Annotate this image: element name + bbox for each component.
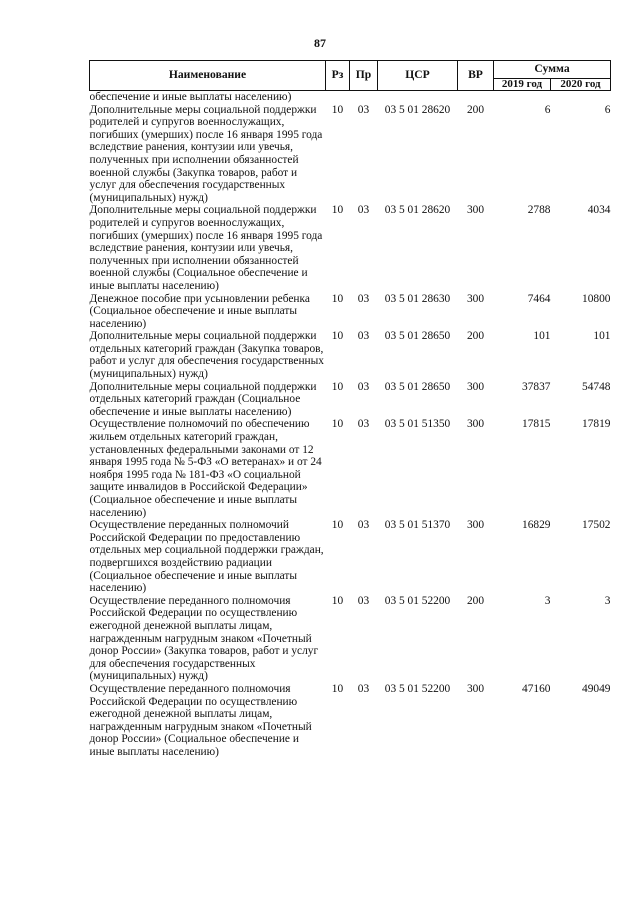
- table-row: [90, 104, 611, 205]
- row-pr-cell: 03: [357, 594, 370, 607]
- row-2020-cell: 10800: [582, 292, 611, 305]
- row-csr-cell: 03 5 01 28650: [384, 330, 451, 343]
- row-pr-cell: 03: [357, 330, 370, 343]
- row-pr-cell: 03: [357, 292, 370, 305]
- row-pr-cell: 03: [357, 380, 370, 393]
- row-rz-cell: 10: [331, 594, 344, 607]
- row-pr-cell: 03: [357, 103, 370, 116]
- row-2020-cell: 49049: [582, 682, 611, 695]
- header-csr: ЦСР: [378, 61, 458, 91]
- row-2020-cell: 3: [604, 594, 611, 607]
- header-vr: ВР: [458, 61, 494, 91]
- row-csr-cell: 03 5 01 28650: [384, 380, 451, 393]
- table-header: [90, 61, 611, 91]
- row-rz-cell: 10: [331, 204, 344, 217]
- table-row: [90, 293, 611, 331]
- row-csr-cell: 03 5 01 28620: [384, 204, 451, 217]
- header-rz: Рз: [326, 61, 350, 91]
- table-row: [90, 330, 611, 380]
- header-sum: Сумма: [494, 61, 611, 79]
- row-name-cell: Осуществление переданных полномочий Российской Федерации по предоставлению отдельных мер социальной поддержки граждан, подвергшихся воздействию радиации (Социальное обеспечение и иные выплаты населению): [89, 519, 324, 595]
- row-csr-cell: 03 5 01 28630: [384, 292, 451, 305]
- budget-table: [89, 60, 611, 758]
- row-vr-cell: 200: [466, 330, 485, 343]
- row-rz-cell: 10: [331, 519, 344, 532]
- row-csr-cell: 03 5 01 51370: [384, 519, 451, 532]
- row-2020-cell: 17819: [582, 418, 611, 431]
- row-2020-cell: 6: [604, 103, 611, 116]
- row-csr-cell: 03 5 01 51350: [384, 418, 451, 431]
- row-2019-cell: 6: [544, 103, 551, 116]
- row-2019-cell: 2788: [527, 204, 551, 217]
- row-rz-cell: 10: [331, 103, 344, 116]
- row-pr-cell: 03: [357, 682, 370, 695]
- row-2020-cell: 4034: [587, 204, 611, 217]
- row-rz-cell: 10: [331, 380, 344, 393]
- row-vr-cell: 300: [466, 418, 485, 431]
- header-year-2019: 2019 год: [494, 79, 551, 91]
- continuation-row: [90, 91, 611, 104]
- row-rz-cell: 10: [331, 330, 344, 343]
- table-row: [90, 683, 611, 759]
- row-csr-cell: 03 5 01 52200: [384, 682, 451, 695]
- row-name-cell: Дополнительные меры социальной поддержки отдельных категорий граждан (Социальное обеспечение и иные выплаты населению): [89, 380, 317, 418]
- header-year-2020: 2020 год: [551, 79, 611, 91]
- row-2019-cell: 17815: [522, 418, 551, 431]
- row-2019-cell: 7464: [527, 292, 551, 305]
- table-row: [90, 595, 611, 683]
- row-2019-cell: 16829: [522, 519, 551, 532]
- row-pr-cell: 03: [357, 204, 370, 217]
- page-number: 87: [314, 36, 326, 50]
- row-name-cell: Осуществление переданного полномочия Российской Федерации по осуществлению ежегодной денежной выплаты лицам, награжденным нагрудным знаком «Почетный донор России» (Социальное обеспечение и иные выплаты населению): [89, 682, 312, 758]
- row-2019-cell: 101: [533, 330, 551, 343]
- row-vr-cell: 300: [466, 519, 485, 532]
- row-name-cell: Осуществление полномочий по обеспечению жильем отдельных категорий граждан, установленных федеральными законами от 12 января 1995 года № 5-ФЗ «О ветеранах» и от 24 ноября 1995 года № 181-ФЗ «О социальной защите инвалидов в Российской Федерации» (Социальное обеспечение и иные выплаты населению): [89, 418, 322, 519]
- header-name: Наименование: [90, 61, 326, 91]
- table-row: [90, 418, 611, 519]
- table-row: [90, 204, 611, 292]
- row-pr-cell: 03: [357, 418, 370, 431]
- header-pr: Пр: [350, 61, 378, 91]
- row-rz-cell: 10: [331, 418, 344, 431]
- row-csr-cell: 03 5 01 52200: [384, 594, 451, 607]
- row-name-cell: Дополнительные меры социальной поддержки родителей и супругов военнослужащих, погибших (умерших) после 16 января 1995 года вследствие ранения, контузии или увечья, полученных при исполнении обязанностей военной службы (Закупка товаров, работ и услуг для обеспечения государственных (муниципальных) нужд): [89, 103, 323, 204]
- continuation-text: обеспечение и иные выплаты населению): [89, 91, 292, 103]
- row-rz-cell: 10: [331, 682, 344, 695]
- row-vr-cell: 300: [466, 292, 485, 305]
- row-2019-cell: 47160: [522, 682, 551, 695]
- row-rz-cell: 10: [331, 292, 344, 305]
- row-2019-cell: 3: [544, 594, 551, 607]
- table-body: [90, 91, 611, 759]
- table-row: [90, 381, 611, 419]
- row-2020-cell: 101: [593, 330, 611, 343]
- row-name-cell: Осуществление переданного полномочия Российской Федерации по осуществлению ежегодной денежной выплаты лицам, награжденным нагрудным знаком «Почетный донор России» (Закупка товаров, работ и услуг для обеспечения государственных (муниципальных) нужд): [89, 594, 319, 683]
- row-csr-cell: 03 5 01 28620: [384, 103, 451, 116]
- row-vr-cell: 300: [466, 204, 485, 217]
- row-pr-cell: 03: [357, 519, 370, 532]
- row-name-cell: Дополнительные меры социальной поддержки родителей и супругов военнослужащих, погибших (умерших) после 16 января 1995 года вследствие ранения, контузии или увечья, полученных при исполнении обязанностей военной службы (Социальное обеспечение и иные выплаты населению): [89, 204, 323, 292]
- row-2020-cell: 17502: [582, 519, 611, 532]
- row-vr-cell: 200: [466, 103, 485, 116]
- row-vr-cell: 300: [466, 682, 485, 695]
- row-vr-cell: 300: [466, 380, 485, 393]
- row-vr-cell: 200: [466, 594, 485, 607]
- row-name-cell: Денежное пособие при усыновлении ребенка (Социальное обеспечение и иные выплаты населению): [89, 292, 310, 330]
- row-2020-cell: 54748: [582, 380, 611, 393]
- row-2019-cell: 37837: [522, 380, 551, 393]
- row-name-cell: Дополнительные меры социальной поддержки отдельных категорий граждан (Закупка товаров, работ и услуг для обеспечения государственных (муниципальных) нужд): [89, 330, 324, 381]
- table-row: [90, 519, 611, 595]
